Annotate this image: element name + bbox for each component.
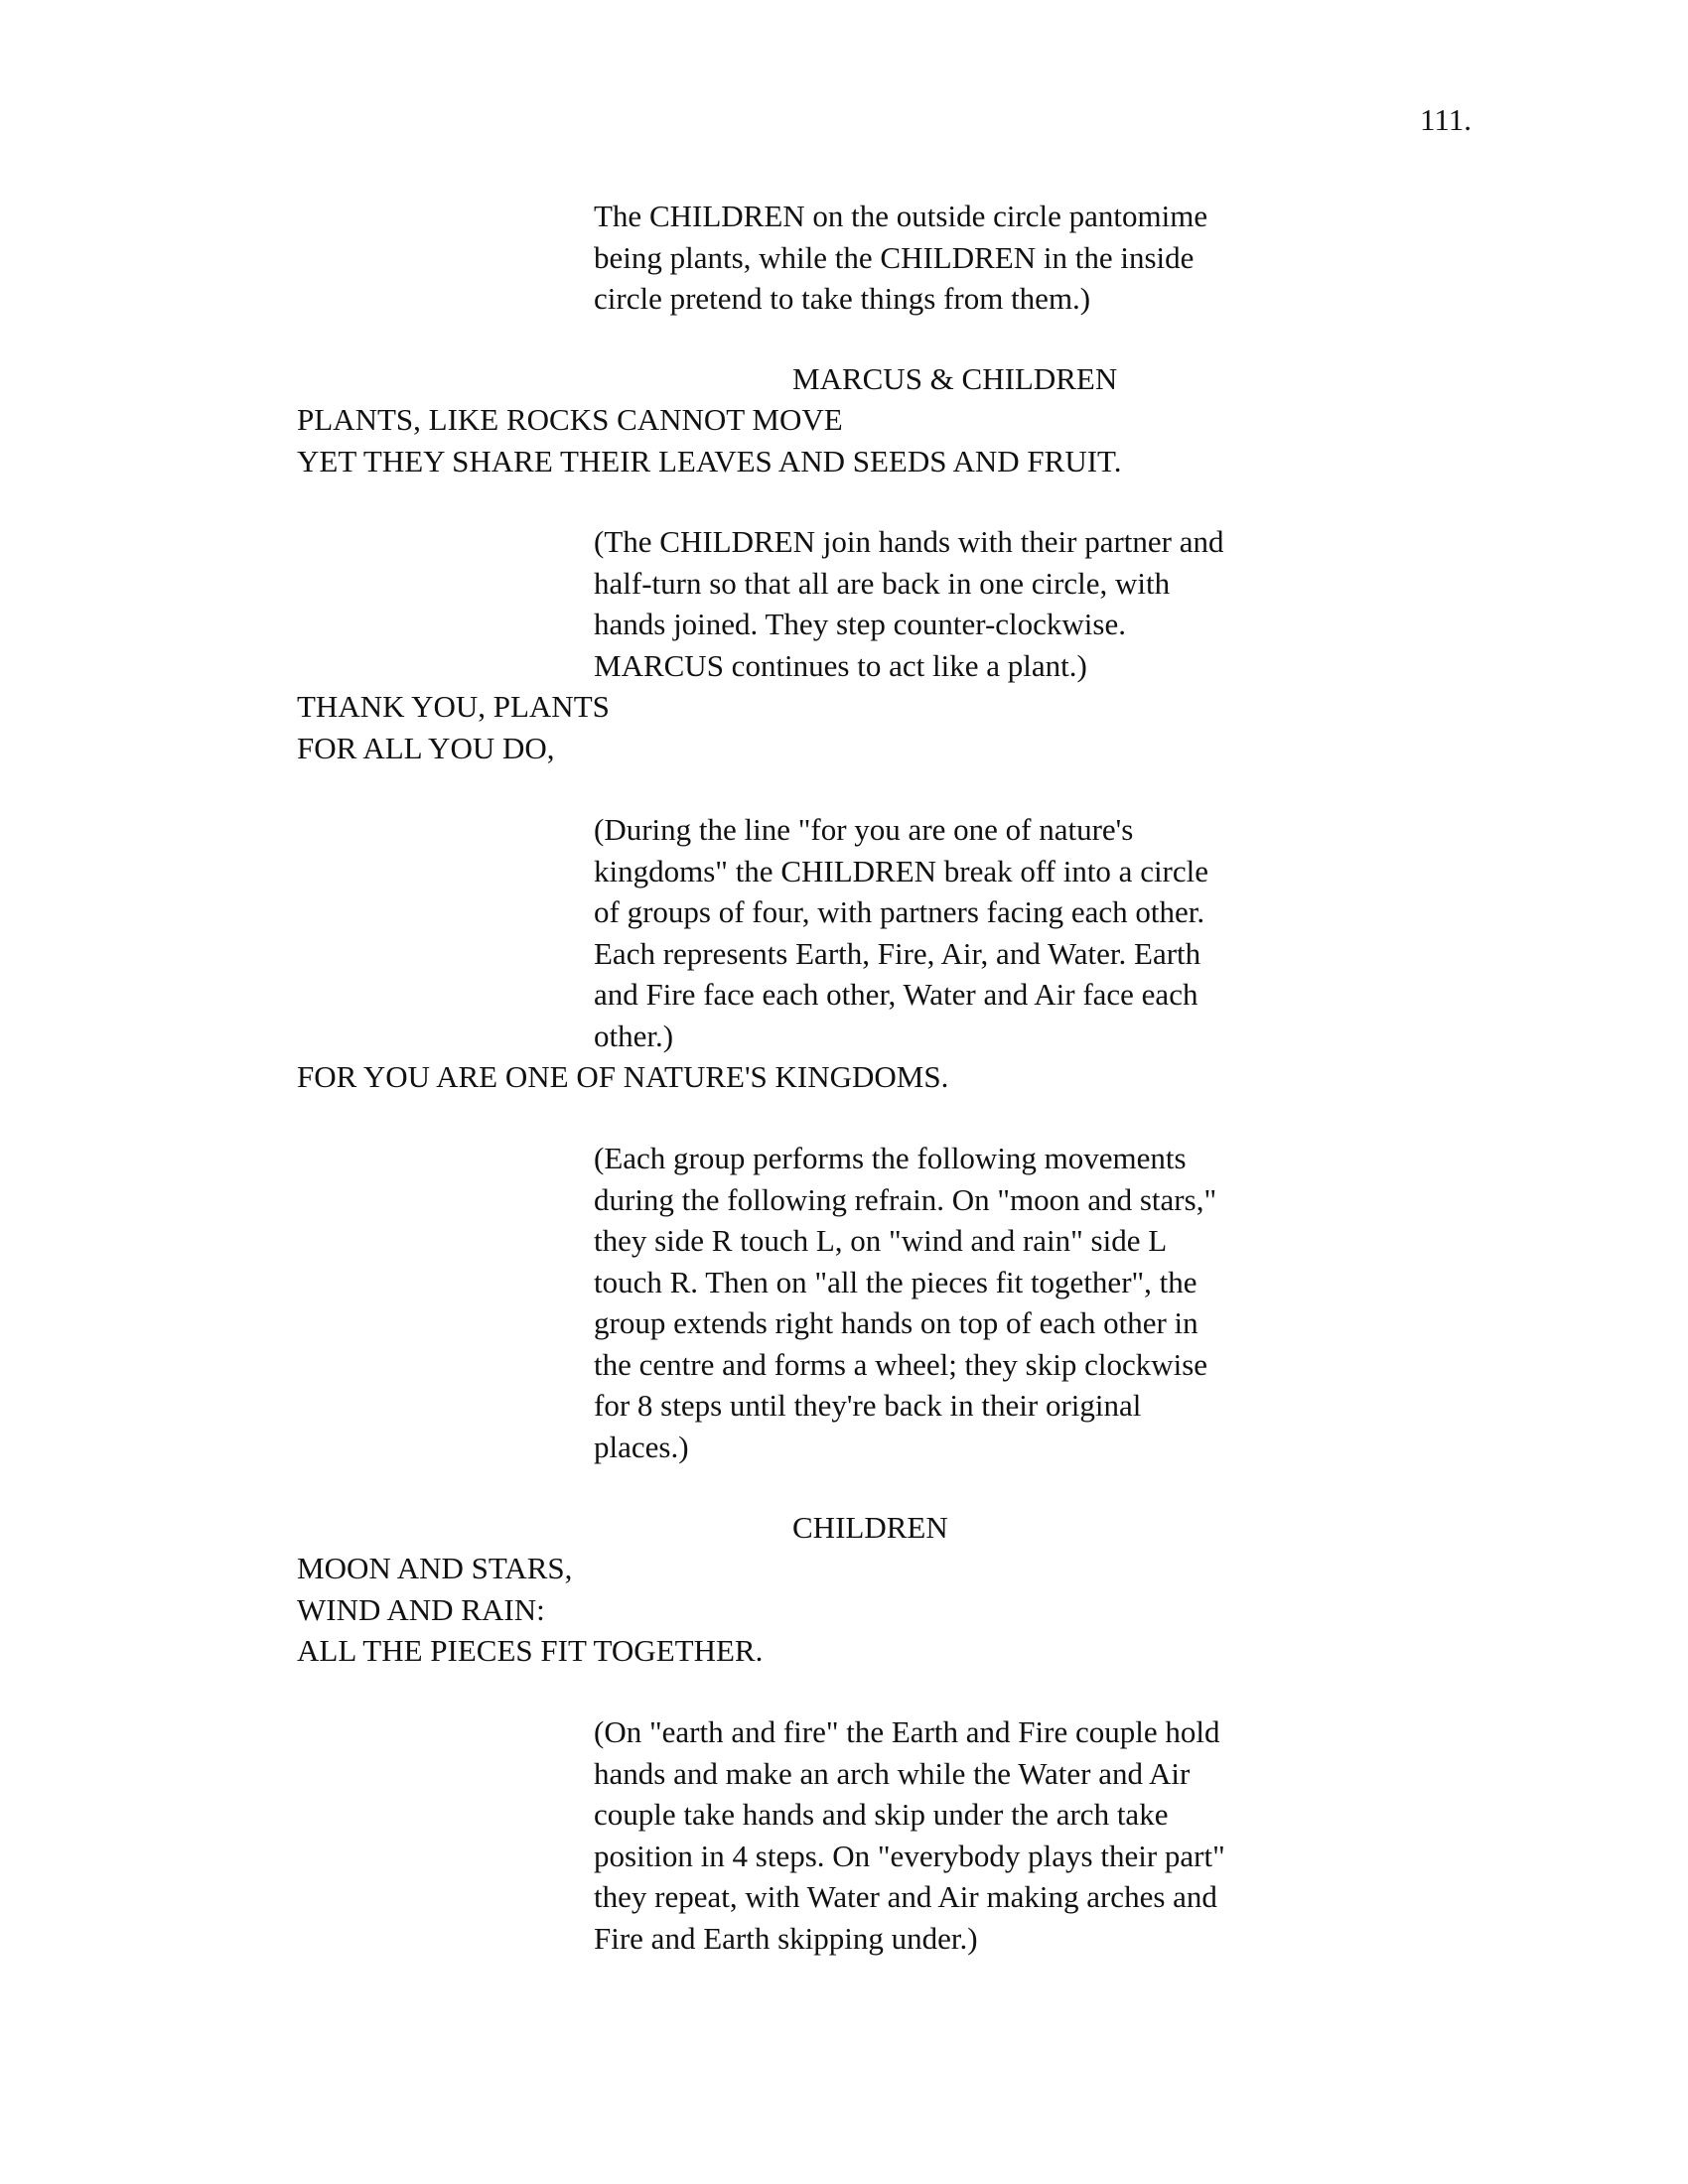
- lyric-line: WIND AND RAIN:: [297, 1591, 545, 1627]
- direction-line: position in 4 steps. On "everybody plays their part": [594, 1838, 1225, 1873]
- direction-line: circle pretend to take things from them.): [594, 281, 1091, 316]
- direction-line: The CHILDREN on the outside circle pantomime: [594, 199, 1208, 233]
- direction-line: half-turn so that all are back in one circle, with: [594, 565, 1171, 601]
- direction-line: Fire and Earth skipping under.): [594, 1920, 978, 1956]
- character-cue-marcus-children: [792, 358, 1117, 400]
- direction-line: (On "earth and fire" the Earth and Fire couple hold: [594, 1714, 1220, 1749]
- lyric-line: PLANTS, LIKE ROCKS CANNOT MOVE: [297, 402, 843, 437]
- lyric-line: YET THEY SHARE THEIR LEAVES AND SEEDS AND FRUIT.: [297, 443, 1122, 478]
- page-number: 111.: [1420, 102, 1472, 137]
- stage-direction-3: [594, 809, 1208, 1056]
- stage-direction-5: [594, 1711, 1225, 1959]
- stage-direction-4: [594, 1138, 1216, 1467]
- direction-line: other.): [594, 1018, 674, 1053]
- direction-line: during the following refrain. On "moon and stars,": [594, 1181, 1217, 1217]
- direction-line: touch R. Then on "all the pieces fit together", the: [594, 1264, 1197, 1299]
- lyric-2: [297, 686, 610, 768]
- stage-direction-1: [594, 196, 1207, 320]
- direction-line: they side R touch L, on "wind and rain" side L: [594, 1223, 1168, 1258]
- lyric-line: MOON AND STARS,: [297, 1551, 573, 1585]
- lyric-line: FOR ALL YOU DO,: [297, 730, 555, 765]
- direction-line: and Fire face each other, Water and Air face each: [594, 977, 1198, 1012]
- direction-line: kingdoms" the CHILDREN break off into a circle: [594, 853, 1209, 888]
- stage-direction-2: [594, 521, 1224, 686]
- direction-line: they repeat, with Water and Air making arches and: [594, 1879, 1217, 1914]
- direction-line: being plants, while the CHILDREN in the inside: [594, 239, 1195, 275]
- direction-line: (During the line "for you are one of nature's: [594, 812, 1134, 847]
- character-name: CHILDREN: [792, 1510, 948, 1545]
- direction-line: (Each group performs the following movements: [594, 1141, 1187, 1175]
- lyric-3: [297, 1056, 948, 1098]
- direction-line: for 8 steps until they're back in their original: [594, 1388, 1142, 1423]
- direction-line: MARCUS continues to act like a plant.): [594, 647, 1087, 683]
- direction-line: (The CHILDREN join hands with their partner and: [594, 524, 1224, 559]
- lyric-4: [297, 1548, 763, 1672]
- direction-line: places.): [594, 1429, 689, 1464]
- direction-line: of groups of four, with partners facing each other.: [594, 894, 1205, 929]
- direction-line: Each represents Earth, Fire, Air, and Water. Earth: [594, 935, 1201, 971]
- direction-line: hands and make an arch while the Water and Air: [594, 1755, 1191, 1791]
- lyric-1: [297, 399, 1121, 481]
- character-cue-children: [792, 1507, 948, 1549]
- lyric-line: FOR YOU ARE ONE OF NATURE'S KINGDOMS.: [297, 1059, 949, 1094]
- direction-line: couple take hands and skip under the arch take: [594, 1797, 1169, 1832]
- character-name: MARCUS & CHILDREN: [792, 361, 1118, 396]
- direction-line: group extends right hands on top of each other in: [594, 1305, 1198, 1340]
- direction-line: hands joined. They step counter-clockwise.: [594, 607, 1126, 641]
- lyric-line: THANK YOU, PLANTS: [297, 689, 610, 724]
- direction-line: the centre and forms a wheel; they skip clockwise: [594, 1346, 1208, 1382]
- lyric-line: ALL THE PIECES FIT TOGETHER.: [297, 1633, 764, 1668]
